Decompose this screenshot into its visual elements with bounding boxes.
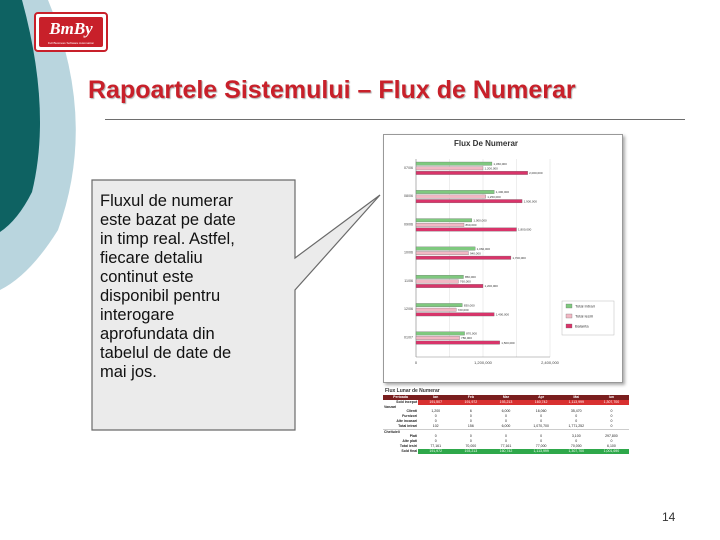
data-label: 1,200,000 [484, 166, 498, 171]
table-cell[interactable]: 0 [575, 414, 578, 418]
table-cell[interactable]: 191,972 [418, 449, 453, 454]
data-label: 780,000 [461, 336, 472, 341]
table-cell[interactable]: 0 [434, 434, 437, 438]
legend-swatch [566, 324, 572, 328]
table-cell[interactable]: 1,113,999 [559, 400, 594, 405]
bmby-logo[interactable] [34, 12, 108, 52]
cash-flow-table [383, 388, 633, 476]
table-cell[interactable]: 0 [469, 414, 472, 418]
legend-swatch [566, 314, 572, 318]
table-cell[interactable]: 191,972 [453, 400, 488, 405]
data-label: 870,000 [466, 331, 477, 336]
table-cell[interactable]: 1,307,700 [594, 400, 629, 405]
row-label: Total iesiri [399, 444, 418, 448]
bar [416, 251, 468, 254]
table-cell[interactable]: 156 [453, 424, 488, 430]
bar [416, 284, 483, 287]
table-cell[interactable]: 0 [610, 419, 613, 423]
section-label: Vanzari [384, 405, 397, 409]
callout-text: Fluxul de numerar este bazat pe date in timp real. Astfel, fiecare detaliu continut este disponibil pentru interogare aprofundata din tabelul de date de mai jos. [100, 192, 236, 381]
table-cell[interactable]: 77,000 [535, 444, 547, 448]
table-cell[interactable]: 6 [469, 409, 472, 413]
logo-badge [39, 17, 103, 47]
cash-flow-chart [383, 134, 623, 383]
bar [416, 223, 464, 226]
data-label: 1,200,000 [484, 284, 498, 289]
data-label: 1,700,000 [512, 255, 526, 260]
table-cell[interactable]: 70,000 [465, 444, 477, 448]
table-cell[interactable]: 0 [505, 439, 507, 443]
table-cell[interactable]: 16,060 [535, 409, 547, 413]
legend-label: Balanta [575, 323, 589, 329]
logo-tagline: Full Business Software Automation [47, 41, 95, 45]
table-cell[interactable]: 1,070,700 [524, 424, 559, 430]
table-cell[interactable]: 6,000 [488, 424, 523, 430]
data-label: 2,000,000 [529, 171, 543, 176]
bar [416, 275, 463, 278]
section-label: Cheltuieli [384, 430, 400, 434]
data-label: 830,000 [463, 303, 475, 308]
table-cell[interactable]: 70,000 [570, 444, 582, 448]
row-label: Alte plati [402, 439, 418, 443]
table-body [383, 400, 629, 454]
bar [416, 336, 460, 339]
bar [416, 247, 475, 250]
data-label: 1,800,000 [518, 227, 532, 232]
table-cell[interactable]: 3,100 [571, 434, 581, 438]
table-cell[interactable]: 0 [434, 419, 437, 423]
table-header-cell: Perioada [383, 395, 418, 400]
data-label: 1,250,000 [487, 194, 501, 199]
table-cell[interactable]: 6,000 [501, 409, 511, 413]
bar [416, 190, 494, 193]
table-cell[interactable]: 1,307,700 [559, 449, 594, 454]
table-cell[interactable]: 0 [610, 439, 613, 443]
data-label: 850,000 [464, 275, 476, 280]
table-cell[interactable]: 102 [418, 424, 453, 430]
table-cell[interactable]: 193,213 [488, 400, 523, 405]
table-header-cell: Ian [418, 395, 453, 400]
bar [416, 162, 492, 165]
table-cell[interactable]: 0 [540, 414, 543, 418]
table-cell[interactable]: 0 [505, 434, 507, 438]
bar [416, 171, 528, 174]
row-label: Furnizori [402, 414, 418, 418]
title-divider [105, 119, 685, 120]
category-label: 07/06 [404, 165, 413, 170]
data-label: 720,000 [457, 307, 469, 312]
table-cell[interactable]: 0 [575, 439, 578, 443]
bar [416, 195, 486, 198]
x-tick-label: 1,200,000 [474, 360, 492, 365]
logo-text: BmBy [49, 19, 93, 38]
data-label: 860,000 [465, 223, 477, 228]
table-cell[interactable]: 0 [434, 439, 437, 443]
category-label: 01/07 [404, 335, 413, 340]
table-cell[interactable]: 1,200 [431, 409, 441, 413]
table-cell[interactable]: 0 [469, 434, 472, 438]
bar [416, 280, 458, 283]
bar [416, 199, 522, 202]
table-cell[interactable]: 1,001,690 [594, 449, 629, 454]
bar [416, 256, 511, 259]
table-cell[interactable]: 160,742 [524, 400, 559, 405]
category-label: 11/06 [404, 278, 413, 283]
table-cell[interactable]: 6,100 [607, 444, 616, 448]
bar [416, 341, 500, 344]
row-label: Plati [409, 434, 418, 438]
table-cell[interactable]: 0 [610, 414, 613, 418]
legend-label: Total Intrari [575, 303, 595, 309]
table-header-cell: Apr [524, 395, 559, 400]
table-cell[interactable]: 0 [594, 424, 629, 430]
table-cell[interactable]: 0 [540, 439, 543, 443]
table-header-cell: Feb [453, 395, 488, 400]
table-cell[interactable]: 193,213 [453, 449, 488, 454]
table-cell[interactable]: 0 [540, 419, 543, 423]
table-cell[interactable]: 1,113,999 [524, 449, 559, 454]
data-label: 1,400,000 [495, 190, 510, 195]
row-label: Sold final [401, 449, 418, 453]
data-label: 1,060,000 [476, 246, 491, 251]
slide-title: Rapoartele Sistemului – Flux de Numerar [88, 76, 576, 104]
table-cell[interactable]: 1,771,252 [559, 424, 594, 430]
data-label: 1,500,000 [501, 340, 515, 345]
row-label: Sold inceput [396, 400, 418, 404]
table-cell[interactable]: 191,507 [418, 400, 453, 405]
table-cell[interactable]: 35,470 [570, 409, 582, 413]
category-label: 08/06 [404, 194, 413, 199]
bar [416, 219, 472, 222]
data-label: 940,000 [469, 251, 481, 256]
legend-label: Total Iesiri [575, 313, 594, 319]
table-cell[interactable]: 0 [610, 409, 613, 413]
table-cell[interactable]: 297,800 [605, 434, 618, 438]
table-cell[interactable]: 0 [469, 419, 472, 423]
category-label: 10/06 [404, 250, 413, 255]
legend-swatch [566, 304, 572, 308]
row-label: Total intrari [383, 424, 418, 430]
x-tick-label: 2,400,000 [541, 360, 559, 365]
table-header-cell: Mai [559, 395, 594, 400]
bar [416, 332, 465, 335]
bar [416, 303, 462, 306]
table-cell[interactable]: 77,161 [430, 444, 442, 448]
table-cell[interactable]: 0 [469, 439, 472, 443]
table-row [383, 449, 629, 454]
table-header-cell: Mar [488, 395, 523, 400]
table-cell[interactable]: 0 [575, 419, 578, 423]
bar [416, 167, 483, 170]
data-table [383, 395, 629, 454]
bar [416, 228, 517, 231]
data-label: 1,360,000 [493, 161, 507, 166]
category-label: 09/06 [404, 222, 413, 227]
x-tick-label: 0 [414, 360, 418, 365]
data-label: 760,000 [459, 279, 471, 284]
table-cell[interactable]: 0 [434, 414, 437, 418]
page-number: 14 [662, 510, 676, 524]
table-title: Flux Lunar de Numerar [385, 388, 440, 394]
data-label: 1,400,000 [495, 312, 510, 317]
bar [416, 313, 494, 316]
table-cell[interactable]: 0 [505, 419, 507, 423]
row-label: Alte incasari [396, 419, 418, 423]
table-cell[interactable]: 77,161 [500, 444, 512, 448]
table-header-cell: Iun [594, 395, 629, 400]
data-label: 1,900,000 [523, 199, 537, 204]
chart-plot [384, 135, 622, 382]
table-cell[interactable]: 0 [540, 434, 543, 438]
chart-title: Flux De Numerar [454, 139, 519, 148]
category-label: 12/06 [404, 307, 413, 312]
row-label: Clienti [406, 409, 418, 413]
table-cell[interactable]: 160,742 [488, 449, 523, 454]
bar [416, 308, 456, 311]
data-label: 1,000,000 [473, 218, 487, 223]
table-cell[interactable]: 0 [505, 414, 507, 418]
